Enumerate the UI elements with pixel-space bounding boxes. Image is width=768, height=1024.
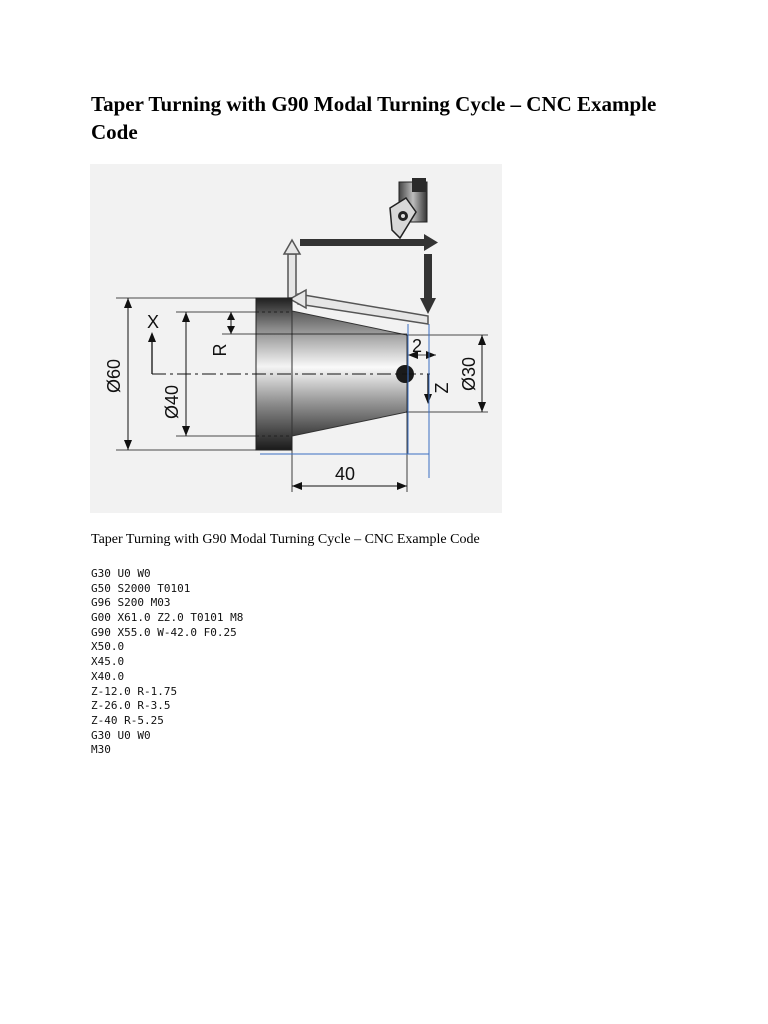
label-r: R: [210, 343, 230, 357]
tool-path-arrows: [284, 234, 438, 324]
code-line: G30 U0 W0: [91, 728, 151, 742]
code-line: G90 X55.0 W-42.0 F0.25: [91, 625, 237, 639]
g-code-block: [91, 567, 243, 758]
code-line: G50 S2000 T0101: [91, 581, 191, 595]
z-axis-arrow: [424, 374, 432, 404]
code-line: G96 S200 M03: [91, 596, 171, 610]
figure-caption: Taper Turning with G90 Modal Turning Cycle – CNC Example Code: [91, 532, 480, 547]
label-dia-60: Ø60: [104, 358, 124, 394]
label-offset-2: 2: [411, 336, 423, 356]
code-line: X40.0: [91, 669, 125, 683]
code-line: X45.0: [91, 655, 125, 669]
label-x-axis: X: [146, 312, 160, 332]
label-z-axis: Z: [432, 382, 452, 394]
page-title: Taper Turning with G90 Modal Turning Cycle – CNC Example Code: [91, 92, 657, 144]
taper-turning-diagram: [90, 164, 502, 513]
x-axis-arrow: [148, 332, 156, 374]
code-line: M30: [91, 743, 111, 757]
code-line: G30 U0 W0: [91, 567, 151, 580]
code-line: Z-26.0 R-3.5: [91, 699, 171, 713]
code-line: Z-40 R-5.25: [91, 713, 164, 727]
code-line: Z-12.0 R-1.75: [91, 684, 178, 698]
label-dia-40: Ø40: [162, 384, 182, 420]
label-dia-30: Ø30: [459, 356, 479, 392]
label-length-40: 40: [334, 464, 356, 484]
cutting-tool: [390, 178, 427, 238]
diagram-svg: [90, 164, 502, 513]
code-line: G00 X61.0 Z2.0 T0101 M8: [91, 611, 244, 625]
code-line: X50.0: [91, 640, 125, 654]
